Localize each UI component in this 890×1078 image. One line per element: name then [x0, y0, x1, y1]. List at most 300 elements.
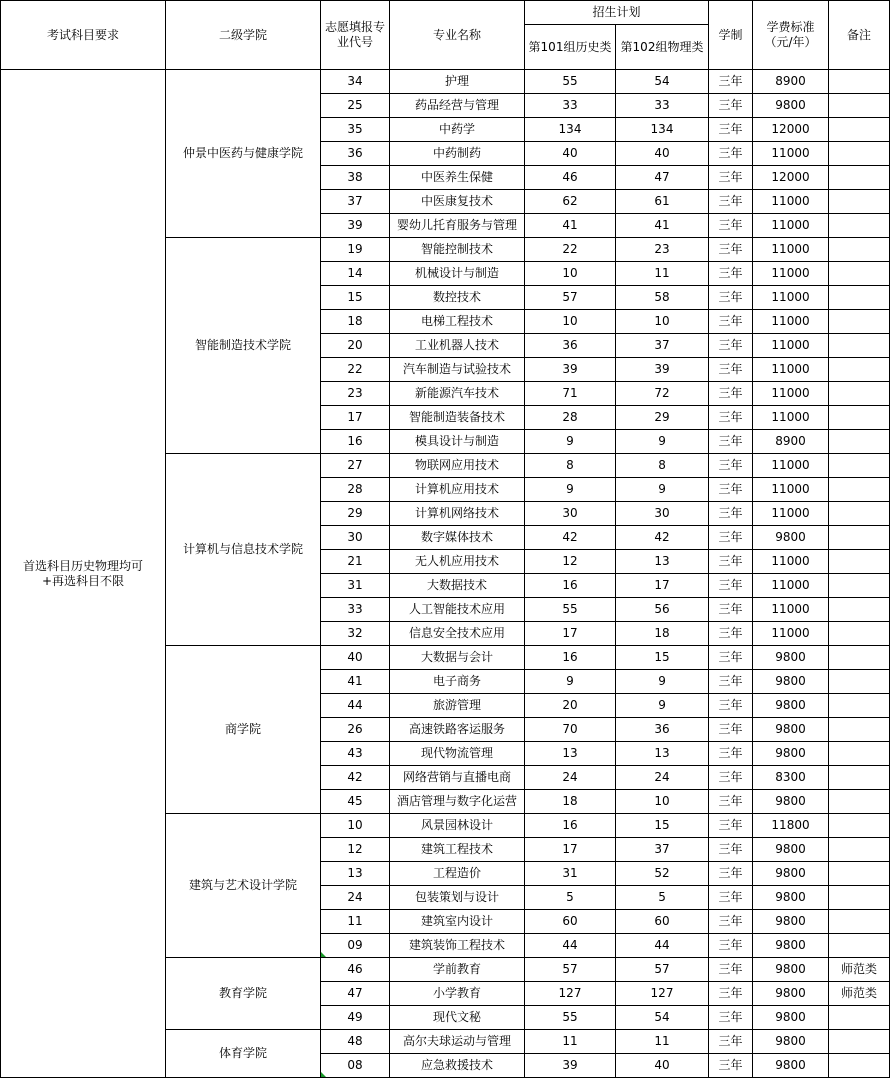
college-name-cell: 计算机与信息技术学院	[166, 454, 321, 646]
major-name-cell: 护理	[390, 70, 525, 94]
group-102-count-cell: 13	[616, 550, 709, 574]
duration-cell: 三年	[709, 766, 753, 790]
duration-cell: 三年	[709, 598, 753, 622]
tuition-cell: 11000	[753, 190, 829, 214]
remark-cell	[829, 118, 890, 142]
duration-cell: 三年	[709, 1030, 753, 1054]
header-subject-requirement: 考试科目要求	[1, 1, 166, 70]
group-102-count-cell: 5	[616, 886, 709, 910]
table-body	[1, 70, 890, 1078]
major-name-cell: 人工智能技术应用	[390, 598, 525, 622]
tuition-cell: 11800	[753, 814, 829, 838]
group-101-count-cell: 55	[525, 1006, 616, 1030]
group-102-count-cell: 39	[616, 358, 709, 382]
group-101-count-cell: 62	[525, 190, 616, 214]
remark-cell	[829, 862, 890, 886]
group-101-count-cell: 42	[525, 526, 616, 550]
group-101-count-cell: 9	[525, 478, 616, 502]
remark-cell	[829, 478, 890, 502]
major-name-cell: 计算机应用技术	[390, 478, 525, 502]
group-101-count-cell: 9	[525, 670, 616, 694]
group-102-count-cell: 18	[616, 622, 709, 646]
major-name-cell: 应急救援技术	[390, 1054, 525, 1078]
tuition-cell: 9800	[753, 790, 829, 814]
tuition-cell: 11000	[753, 262, 829, 286]
group-102-count-cell: 29	[616, 406, 709, 430]
tuition-cell: 11000	[753, 574, 829, 598]
group-102-count-cell: 9	[616, 694, 709, 718]
tuition-cell: 11000	[753, 406, 829, 430]
group-102-count-cell: 40	[616, 142, 709, 166]
group-101-count-cell: 39	[525, 358, 616, 382]
group-101-count-cell: 13	[525, 742, 616, 766]
tuition-cell: 9800	[753, 982, 829, 1006]
major-code-cell: 49	[321, 1006, 390, 1030]
group-101-count-cell: 60	[525, 910, 616, 934]
tuition-cell: 9800	[753, 94, 829, 118]
group-101-count-cell: 24	[525, 766, 616, 790]
group-102-count-cell: 9	[616, 430, 709, 454]
remark-cell	[829, 310, 890, 334]
tuition-cell: 9800	[753, 1054, 829, 1078]
group-102-count-cell: 37	[616, 838, 709, 862]
duration-cell: 三年	[709, 286, 753, 310]
major-name-cell: 高速铁路客运服务	[390, 718, 525, 742]
duration-cell: 三年	[709, 406, 753, 430]
duration-cell: 三年	[709, 622, 753, 646]
group-101-count-cell: 57	[525, 958, 616, 982]
group-101-count-cell: 20	[525, 694, 616, 718]
major-code-cell: 32	[321, 622, 390, 646]
remark-cell	[829, 262, 890, 286]
group-102-count-cell: 60	[616, 910, 709, 934]
group-102-count-cell: 134	[616, 118, 709, 142]
tuition-cell: 9800	[753, 1030, 829, 1054]
remark-cell	[829, 358, 890, 382]
group-101-count-cell: 18	[525, 790, 616, 814]
group-101-count-cell: 55	[525, 70, 616, 94]
remark-cell	[829, 694, 890, 718]
group-101-count-cell: 55	[525, 598, 616, 622]
header-group-101: 第101组历史类	[525, 25, 616, 70]
group-101-count-cell: 22	[525, 238, 616, 262]
tuition-cell: 9800	[753, 934, 829, 958]
header-tuition: 学费标准（元/年）	[753, 1, 829, 70]
group-102-count-cell: 56	[616, 598, 709, 622]
major-code-cell: 12	[321, 838, 390, 862]
remark-cell	[829, 406, 890, 430]
remark-cell	[829, 934, 890, 958]
duration-cell: 三年	[709, 118, 753, 142]
group-102-count-cell: 41	[616, 214, 709, 238]
group-102-count-cell: 23	[616, 238, 709, 262]
group-102-count-cell: 42	[616, 526, 709, 550]
major-code-cell: 16	[321, 430, 390, 454]
tuition-cell: 11000	[753, 550, 829, 574]
major-name-cell: 婴幼儿托育服务与管理	[390, 214, 525, 238]
tuition-cell: 9800	[753, 1006, 829, 1030]
tuition-cell: 12000	[753, 166, 829, 190]
remark-cell	[829, 214, 890, 238]
duration-cell: 三年	[709, 1054, 753, 1078]
major-code-cell: 26	[321, 718, 390, 742]
group-102-count-cell: 58	[616, 286, 709, 310]
major-name-cell: 学前教育	[390, 958, 525, 982]
major-code-cell: 23	[321, 382, 390, 406]
major-name-cell: 中医养生保健	[390, 166, 525, 190]
group-102-count-cell: 52	[616, 862, 709, 886]
tuition-cell: 11000	[753, 310, 829, 334]
tuition-cell: 11000	[753, 478, 829, 502]
duration-cell: 三年	[709, 478, 753, 502]
remark-cell	[829, 790, 890, 814]
header-college: 二级学院	[166, 1, 321, 70]
remark-cell	[829, 286, 890, 310]
remark-cell	[829, 142, 890, 166]
group-102-count-cell: 9	[616, 478, 709, 502]
tuition-cell: 9800	[753, 718, 829, 742]
remark-cell	[829, 454, 890, 478]
remark-cell	[829, 70, 890, 94]
major-code-cell: 35	[321, 118, 390, 142]
cell-error-marker	[321, 1072, 326, 1077]
major-code-cell: 21	[321, 550, 390, 574]
group-102-count-cell: 54	[616, 1006, 709, 1030]
group-102-count-cell: 8	[616, 454, 709, 478]
major-name-cell: 汽车制造与试验技术	[390, 358, 525, 382]
group-101-count-cell: 39	[525, 1054, 616, 1078]
major-code-cell: 38	[321, 166, 390, 190]
header-group-102: 第102组物理类	[616, 25, 709, 70]
major-code-cell: 48	[321, 1030, 390, 1054]
tuition-cell: 9800	[753, 646, 829, 670]
duration-cell: 三年	[709, 742, 753, 766]
duration-cell: 三年	[709, 886, 753, 910]
major-name-cell: 电梯工程技术	[390, 310, 525, 334]
tuition-cell: 11000	[753, 454, 829, 478]
major-name-cell: 包装策划与设计	[390, 886, 525, 910]
group-101-count-cell: 16	[525, 574, 616, 598]
duration-cell: 三年	[709, 910, 753, 934]
duration-cell: 三年	[709, 358, 753, 382]
major-code-cell: 39	[321, 214, 390, 238]
group-101-count-cell: 134	[525, 118, 616, 142]
group-102-count-cell: 13	[616, 742, 709, 766]
duration-cell: 三年	[709, 838, 753, 862]
remark-cell	[829, 670, 890, 694]
major-name-cell: 风景园林设计	[390, 814, 525, 838]
remark-cell	[829, 430, 890, 454]
major-name-cell: 大数据与会计	[390, 646, 525, 670]
duration-cell: 三年	[709, 862, 753, 886]
major-name-cell: 无人机应用技术	[390, 550, 525, 574]
duration-cell: 三年	[709, 454, 753, 478]
group-101-count-cell: 57	[525, 286, 616, 310]
major-code-cell: 44	[321, 694, 390, 718]
major-code-cell: 15	[321, 286, 390, 310]
tuition-cell: 9800	[753, 526, 829, 550]
group-102-count-cell: 11	[616, 262, 709, 286]
major-code-cell: 36	[321, 142, 390, 166]
group-102-count-cell: 37	[616, 334, 709, 358]
group-101-count-cell: 11	[525, 1030, 616, 1054]
remark-cell	[829, 646, 890, 670]
major-code-cell: 29	[321, 502, 390, 526]
group-101-count-cell: 40	[525, 142, 616, 166]
major-name-cell: 物联网应用技术	[390, 454, 525, 478]
group-102-count-cell: 17	[616, 574, 709, 598]
major-name-cell: 网络营销与直播电商	[390, 766, 525, 790]
remark-cell	[829, 382, 890, 406]
major-name-cell: 小学教育	[390, 982, 525, 1006]
college-name-cell: 商学院	[166, 646, 321, 814]
major-name-cell: 数字媒体技术	[390, 526, 525, 550]
group-101-count-cell: 30	[525, 502, 616, 526]
group-101-count-cell: 127	[525, 982, 616, 1006]
group-102-count-cell: 9	[616, 670, 709, 694]
major-name-cell: 建筑室内设计	[390, 910, 525, 934]
major-code-cell: 30	[321, 526, 390, 550]
major-code-cell: 22	[321, 358, 390, 382]
major-name-cell: 计算机网络技术	[390, 502, 525, 526]
tuition-cell: 11000	[753, 286, 829, 310]
major-code-cell: 42	[321, 766, 390, 790]
group-101-count-cell: 33	[525, 94, 616, 118]
group-101-count-cell: 36	[525, 334, 616, 358]
major-name-cell: 大数据技术	[390, 574, 525, 598]
tuition-cell: 9800	[753, 694, 829, 718]
duration-cell: 三年	[709, 1006, 753, 1030]
group-102-count-cell: 57	[616, 958, 709, 982]
major-name-cell: 现代文秘	[390, 1006, 525, 1030]
group-101-count-cell: 5	[525, 886, 616, 910]
group-101-count-cell: 17	[525, 622, 616, 646]
duration-cell: 三年	[709, 142, 753, 166]
remark-cell	[829, 502, 890, 526]
major-name-cell: 电子商务	[390, 670, 525, 694]
remark-cell	[829, 742, 890, 766]
group-101-count-cell: 16	[525, 814, 616, 838]
group-101-count-cell: 41	[525, 214, 616, 238]
duration-cell: 三年	[709, 214, 753, 238]
duration-cell: 三年	[709, 334, 753, 358]
remark-cell	[829, 334, 890, 358]
major-code-cell: 14	[321, 262, 390, 286]
header-remark: 备注	[829, 1, 890, 70]
tuition-cell: 9800	[753, 910, 829, 934]
group-101-count-cell: 16	[525, 646, 616, 670]
group-102-count-cell: 30	[616, 502, 709, 526]
duration-cell: 三年	[709, 502, 753, 526]
duration-cell: 三年	[709, 694, 753, 718]
group-101-count-cell: 8	[525, 454, 616, 478]
tuition-cell: 9800	[753, 886, 829, 910]
college-name-cell: 仲景中医药与健康学院	[166, 70, 321, 238]
tuition-cell: 11000	[753, 334, 829, 358]
remark-cell	[829, 238, 890, 262]
group-102-count-cell: 15	[616, 646, 709, 670]
duration-cell: 三年	[709, 382, 753, 406]
duration-cell: 三年	[709, 670, 753, 694]
major-code-cell: 45	[321, 790, 390, 814]
tuition-cell: 8900	[753, 70, 829, 94]
group-102-count-cell: 40	[616, 1054, 709, 1078]
duration-cell: 三年	[709, 526, 753, 550]
tuition-cell: 9800	[753, 742, 829, 766]
remark-cell	[829, 766, 890, 790]
group-102-count-cell: 72	[616, 382, 709, 406]
major-code-cell: 28	[321, 478, 390, 502]
major-name-cell: 机械设计与制造	[390, 262, 525, 286]
tuition-cell: 8300	[753, 766, 829, 790]
remark-cell	[829, 190, 890, 214]
group-102-count-cell: 127	[616, 982, 709, 1006]
major-code-cell: 46	[321, 958, 390, 982]
group-101-count-cell: 31	[525, 862, 616, 886]
major-code-cell: 33	[321, 598, 390, 622]
group-101-count-cell: 17	[525, 838, 616, 862]
group-102-count-cell: 11	[616, 1030, 709, 1054]
duration-cell: 三年	[709, 574, 753, 598]
duration-cell: 三年	[709, 70, 753, 94]
group-101-count-cell: 44	[525, 934, 616, 958]
tuition-cell: 11000	[753, 502, 829, 526]
major-code-cell: 19	[321, 238, 390, 262]
major-name-cell: 智能制造装备技术	[390, 406, 525, 430]
tuition-cell: 9800	[753, 958, 829, 982]
remark-cell	[829, 1054, 890, 1078]
duration-cell: 三年	[709, 190, 753, 214]
remark-cell	[829, 526, 890, 550]
header-enrollment-plan: 招生计划	[525, 1, 709, 25]
tuition-cell: 8900	[753, 430, 829, 454]
major-code-cell: 11	[321, 910, 390, 934]
remark-cell: 师范类	[829, 982, 890, 1006]
major-code-cell: 13	[321, 862, 390, 886]
remark-cell	[829, 94, 890, 118]
tuition-cell: 11000	[753, 358, 829, 382]
group-102-count-cell: 54	[616, 70, 709, 94]
duration-cell: 三年	[709, 430, 753, 454]
remark-cell	[829, 574, 890, 598]
remark-cell	[829, 814, 890, 838]
tuition-cell: 11000	[753, 598, 829, 622]
college-name-cell: 建筑与艺术设计学院	[166, 814, 321, 958]
duration-cell: 三年	[709, 94, 753, 118]
major-code-cell: 10	[321, 814, 390, 838]
duration-cell: 三年	[709, 814, 753, 838]
cell-error-marker	[321, 952, 326, 957]
duration-cell: 三年	[709, 166, 753, 190]
group-102-count-cell: 33	[616, 94, 709, 118]
group-102-count-cell: 36	[616, 718, 709, 742]
major-name-cell: 数控技术	[390, 286, 525, 310]
major-code-cell: 24	[321, 886, 390, 910]
remark-cell	[829, 598, 890, 622]
remark-cell	[829, 910, 890, 934]
tuition-cell: 12000	[753, 118, 829, 142]
major-name-cell: 工业机器人技术	[390, 334, 525, 358]
major-code-cell: 20	[321, 334, 390, 358]
tuition-cell: 9800	[753, 862, 829, 886]
major-name-cell: 中药学	[390, 118, 525, 142]
header-major-name: 专业名称	[390, 1, 525, 70]
remark-cell	[829, 166, 890, 190]
remark-cell	[829, 1030, 890, 1054]
tuition-cell: 11000	[753, 382, 829, 406]
major-code-cell: 09	[321, 934, 390, 958]
duration-cell: 三年	[709, 958, 753, 982]
remark-cell	[829, 838, 890, 862]
duration-cell: 三年	[709, 310, 753, 334]
major-name-cell: 现代物流管理	[390, 742, 525, 766]
major-code-cell: 31	[321, 574, 390, 598]
remark-cell	[829, 1006, 890, 1030]
tuition-cell: 9800	[753, 838, 829, 862]
major-code-cell: 17	[321, 406, 390, 430]
major-code-cell: 41	[321, 670, 390, 694]
group-101-count-cell: 10	[525, 310, 616, 334]
duration-cell: 三年	[709, 934, 753, 958]
major-name-cell: 建筑工程技术	[390, 838, 525, 862]
duration-cell: 三年	[709, 790, 753, 814]
major-code-cell: 37	[321, 190, 390, 214]
major-name-cell: 新能源汽车技术	[390, 382, 525, 406]
major-code-cell: 18	[321, 310, 390, 334]
major-code-cell: 34	[321, 70, 390, 94]
group-102-count-cell: 10	[616, 790, 709, 814]
tuition-cell: 11000	[753, 622, 829, 646]
group-101-count-cell: 12	[525, 550, 616, 574]
group-102-count-cell: 47	[616, 166, 709, 190]
major-name-cell: 旅游管理	[390, 694, 525, 718]
major-name-cell: 智能控制技术	[390, 238, 525, 262]
major-code-cell: 27	[321, 454, 390, 478]
group-101-count-cell: 10	[525, 262, 616, 286]
major-code-cell: 25	[321, 94, 390, 118]
remark-cell	[829, 718, 890, 742]
table-row	[1, 70, 890, 94]
group-102-count-cell: 61	[616, 190, 709, 214]
major-code-cell: 08	[321, 1054, 390, 1078]
duration-cell: 三年	[709, 718, 753, 742]
group-101-count-cell: 28	[525, 406, 616, 430]
major-name-cell: 工程造价	[390, 862, 525, 886]
group-101-count-cell: 46	[525, 166, 616, 190]
major-name-cell: 建筑装饰工程技术	[390, 934, 525, 958]
major-name-cell: 中医康复技术	[390, 190, 525, 214]
group-101-count-cell: 9	[525, 430, 616, 454]
duration-cell: 三年	[709, 550, 753, 574]
group-102-count-cell: 24	[616, 766, 709, 790]
group-101-count-cell: 71	[525, 382, 616, 406]
group-102-count-cell: 15	[616, 814, 709, 838]
subject-requirement-cell: 首选科目历史物理均可+再选科目不限	[1, 70, 166, 1078]
duration-cell: 三年	[709, 982, 753, 1006]
major-name-cell: 中药制药	[390, 142, 525, 166]
major-name-cell: 信息安全技术应用	[390, 622, 525, 646]
remark-cell: 师范类	[829, 958, 890, 982]
tuition-cell: 11000	[753, 238, 829, 262]
duration-cell: 三年	[709, 262, 753, 286]
major-name-cell: 酒店管理与数字化运营	[390, 790, 525, 814]
header-major-code: 志愿填报专业代号	[321, 1, 390, 70]
group-102-count-cell: 10	[616, 310, 709, 334]
major-name-cell: 模具设计与制造	[390, 430, 525, 454]
group-102-count-cell: 44	[616, 934, 709, 958]
remark-cell	[829, 550, 890, 574]
remark-cell	[829, 622, 890, 646]
